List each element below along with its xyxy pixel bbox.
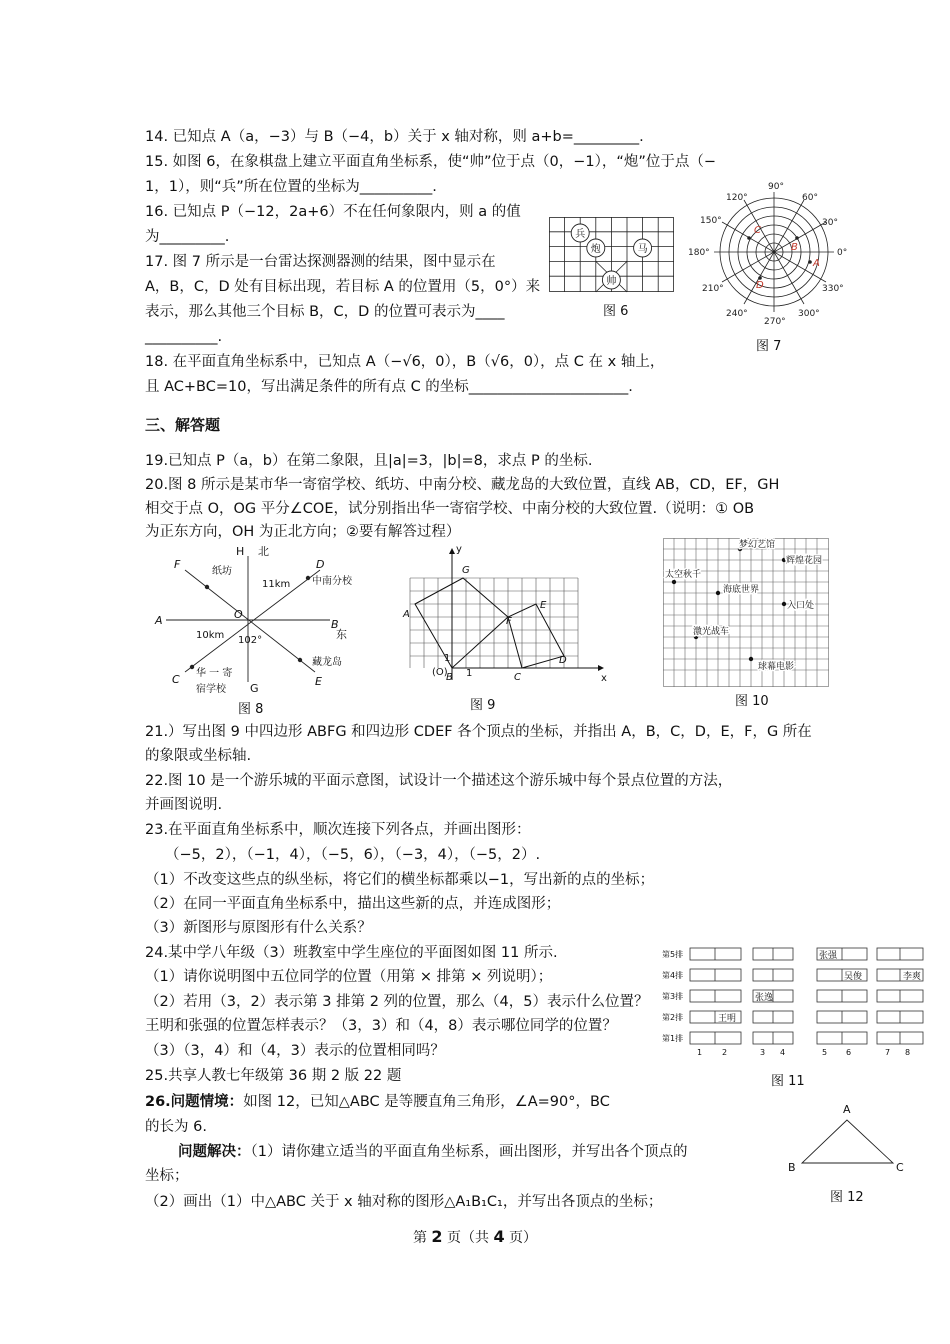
angle-240: 240° [726,309,748,319]
seat-wangming: 王明 [718,1014,737,1024]
fig9-tick-y1: 1 [444,653,451,664]
seat-zhangyi: 张逸 [755,993,774,1003]
angle-300: 300° [798,309,820,319]
fig9-label-c: C [514,672,521,683]
fig8-label-f: F [174,558,181,571]
fig12-label-b: B [788,1161,796,1174]
question-23-points: （−5，2），（−1，4），（−5，6），（−3，4），（−5，2）. [165,847,541,863]
question-26-line1 [145,1092,610,1112]
question-26-line3 [178,1142,687,1162]
angle-330: 330° [822,284,844,294]
footer-prefix: 第 [412,1230,432,1246]
angle-120: 120° [726,193,748,203]
radar-target-b: B [791,242,798,253]
figure-8 [150,540,360,710]
piece-bing: 兵 [575,229,586,240]
question-22-line2: 并画图说明. [145,797,223,813]
question-17-line2: A，B，C，D 处有目标出现，若目标 A 的位置用（5，0°）来 [145,279,541,295]
question-18-line2: 且 AC+BC=10，写出满足条件的所有点 C 的坐标______________________. [145,379,633,395]
fig8-zhifang: 纸坊 [212,566,232,577]
question-17-line3: 表示，那么其他三个目标 B，C，D 的位置可表示为____ [145,304,505,320]
figure-9-caption: 图 9 [470,698,496,713]
row-label-4: 第4排 [662,971,684,980]
question-17-line4: __________. [145,329,223,345]
spot-mengxuan: 梦幻艺馆 [739,540,776,550]
spot-jiguang: 激光战车 [693,627,730,637]
section-heading: 三、解答题 [145,416,221,434]
seat-lishuang: 李爽 [903,972,922,982]
figure-8-caption: 图 8 [238,702,264,717]
question-21-line1: 21.）写出图 9 中四边形 ABFG 和四边形 CDEF 各个顶点的坐标，并指出 A，B，C，D，E，F，G 所在 [145,724,812,740]
page-footer [0,1227,950,1247]
figure-7-caption: 图 7 [756,339,782,354]
spot-huihuang: 辉煌花园 [786,556,823,566]
question-20-line3: 为正东方向，OH 为正北方向；②要有解答过程） [145,524,461,540]
row-label-5: 第5排 [662,950,684,959]
fig9-label-d: D [559,655,567,666]
fig8-huayi-line2: 宿学校 [196,684,226,695]
row-label-3: 第3排 [662,992,684,1001]
col-label-2: 2 [722,1048,728,1057]
figure-7 [688,180,850,330]
seat-zhangqiang: 张强 [819,951,838,961]
total-pages: 4 [493,1227,505,1246]
col-label-1: 1 [697,1048,703,1057]
fig8-label-e: E [315,675,322,688]
figure-12-caption: 图 12 [830,1190,864,1205]
question-18-line1: 18. 在平面直角坐标系中，已知点 A（−√6，0），B（√6，0），点 C 在 x 轴上， [145,354,665,370]
figure-11-caption: 图 11 [771,1074,805,1089]
col-label-7: 7 [885,1048,891,1057]
piece-shuai: 帅 [606,276,617,287]
spot-taikong: 太空秋千 [665,570,702,580]
fig9-origin: (O) [432,667,448,678]
question-26-solve-text: （1）请你建立适当的平面直角坐标系，画出图形，并写出各个顶点的 [250,1144,688,1160]
angle-90: 90° [768,182,784,192]
figure-12 [786,1100,911,1180]
current-page: 2 [431,1227,443,1246]
col-label-4: 4 [780,1048,786,1057]
fig9-tick-x1: 1 [466,668,473,679]
fig8-zhongnan: 中南分校 [312,576,352,587]
figure-11 [662,945,932,1060]
piece-pao: 炮 [590,244,601,255]
figure-6 [549,217,674,292]
footer-middle: 页（共 [442,1230,494,1246]
figure-10 [663,538,833,688]
figure-9 [390,540,615,685]
question-23-line1: 23.在平面直角坐标系中，顺次连接下列各点，并画出图形： [145,822,531,838]
row-label-2: 第2排 [662,1013,684,1022]
fig8-north: 北 [258,545,269,558]
radar-target-c: C [754,225,761,236]
question-24-part2: （2）若用（3，2）表示第 3 排第 2 列的位置，那么（4，5）表示什么位置？ [145,994,649,1010]
fig9-axis-y: y [456,544,462,555]
question-26-line4: 坐标； [145,1168,189,1184]
question-26-label: 26.问题情境： [145,1094,244,1110]
question-20-line1: 20.图 8 所示是某市华一寄宿学校、纸坊、中南分校、藏龙岛的大致位置，直线 AB，CD，EF，GH [145,477,780,493]
question-17-line1: 17. 图 7 所示是一台雷达探测器测的结果，图中显示在 [145,254,496,270]
angle-60: 60° [802,193,818,203]
fig8-label-h: H [236,545,245,558]
fig8-angle: 102° [238,635,263,646]
figure-6-caption: 图 6 [603,304,629,319]
spot-qiumu: 球幕电影 [758,662,795,672]
fig8-label-b: B [331,618,339,631]
angle-0: 0° [837,248,848,258]
fig8-east: 东 [336,628,347,641]
fig9-label-a: A [403,609,410,620]
piece-ma: 马 [637,244,648,255]
fig8-label-c: C [172,673,180,686]
fig8-canglong: 藏龙岛 [312,657,342,668]
col-label-5: 5 [822,1048,828,1057]
fig9-label-e: E [540,600,547,611]
question-26-text: 如图 12，已知△ABC 是等腰直角三角形，∠A=90°，BC [243,1094,610,1110]
radar-target-d: D [756,280,764,291]
angle-270: 270° [764,317,786,327]
angle-150: 150° [700,216,722,226]
question-23-part1: （1）不改变这些点的纵坐标，将它们的横坐标都乘以−1，写出新的点的坐标； [145,872,655,888]
spot-rukou: 入口处 [787,601,815,611]
question-24-part2b: 王明和张强的位置怎样表示？（3，3）和（4，8）表示哪位同学的位置？ [145,1018,617,1034]
radar-target-a: A [813,258,820,269]
fig8-label-g: G [250,682,259,695]
question-15-line2: 1，1），则“兵”所在位置的坐标为__________. [145,179,437,195]
question-26-line2: 的长为 6. [145,1119,207,1135]
question-23-part3: （3）新图形与原图形有什么关系？ [145,920,372,936]
question-25: 25.共享人教七年级第 36 期 2 版 22 题 [145,1068,402,1084]
angle-180: 180° [688,248,710,258]
question-16-line1: 16. 已知点 P（−12，2a+6）不在任何象限内，则 a 的值 [145,204,521,220]
figure-10-caption: 图 10 [735,694,769,709]
question-21-line2: 的象限或坐标轴. [145,748,252,764]
col-label-3: 3 [760,1048,766,1057]
seat-wujun: 吴俊 [844,972,863,982]
footer-suffix: 页） [504,1230,538,1246]
spot-haidi: 海底世界 [723,585,760,595]
question-23-part2: （2）在同一平面直角坐标系中，描出这些新的点，并连成图形； [145,896,561,912]
fig9-label-b: B [446,672,453,683]
row-label-1: 第1排 [662,1034,684,1043]
fig9-label-g: G [462,565,470,576]
fig9-axis-x: x [601,673,607,684]
fig12-label-c: C [896,1161,904,1174]
question-26-solve-label: 问题解决： [178,1144,251,1160]
angle-30: 30° [822,218,838,228]
angle-210: 210° [702,284,724,294]
fig8-label-o: O [234,608,243,621]
fig9-label-f: F [506,616,512,627]
question-19: 19.已知点 P（a，b）在第二象限，且|a|=3，|b|=8，求点 P 的坐标. [145,453,593,469]
fig8-distance-10km: 10km [196,630,225,641]
question-24-part1: （1）请你说明图中五位同学的位置（用第 × 排第 × 列说明）； [145,969,553,985]
fig12-label-a: A [843,1103,851,1116]
question-26-line5: （2）画出（1）中△ABC 关于 x 轴对称的图形△A₁B₁C₁，并写出各顶点的坐标； [145,1194,663,1210]
fig8-label-d: D [316,558,325,571]
question-15-line1: 15. 如图 6，在象棋盘上建立平面直角坐标系，使“帅”位于点（0，−1），“炮”位于点（− [145,154,717,170]
col-label-8: 8 [905,1048,911,1057]
col-label-6: 6 [846,1048,852,1057]
fig8-huayi-line1: 华 一 寄 [196,668,233,679]
question-14: 14. 已知点 A（a，−3）与 B（−4，b）关于 x 轴对称，则 a+b=_________. [145,129,644,145]
question-24-line1: 24.某中学八年级（3）班教室中学生座位的平面图如图 11 所示. [145,945,558,961]
question-16-line2: 为_________. [145,229,230,245]
fig8-distance-11km: 11km [262,579,291,590]
question-22-line1: 22.图 10 是一个游乐城的平面示意图，试设计一个描述这个游乐城中每个景点位置的方法， [145,773,733,789]
question-24-part3: （3）（3，4）和（4，3）表示的位置相同吗？ [145,1043,445,1059]
question-20-line2: 相交于点 O，OG 平分∠COE，试分别指出华一寄宿学校、中南分校的大致位置.（说明：① OB [145,501,755,517]
fig8-label-a: A [155,614,163,627]
